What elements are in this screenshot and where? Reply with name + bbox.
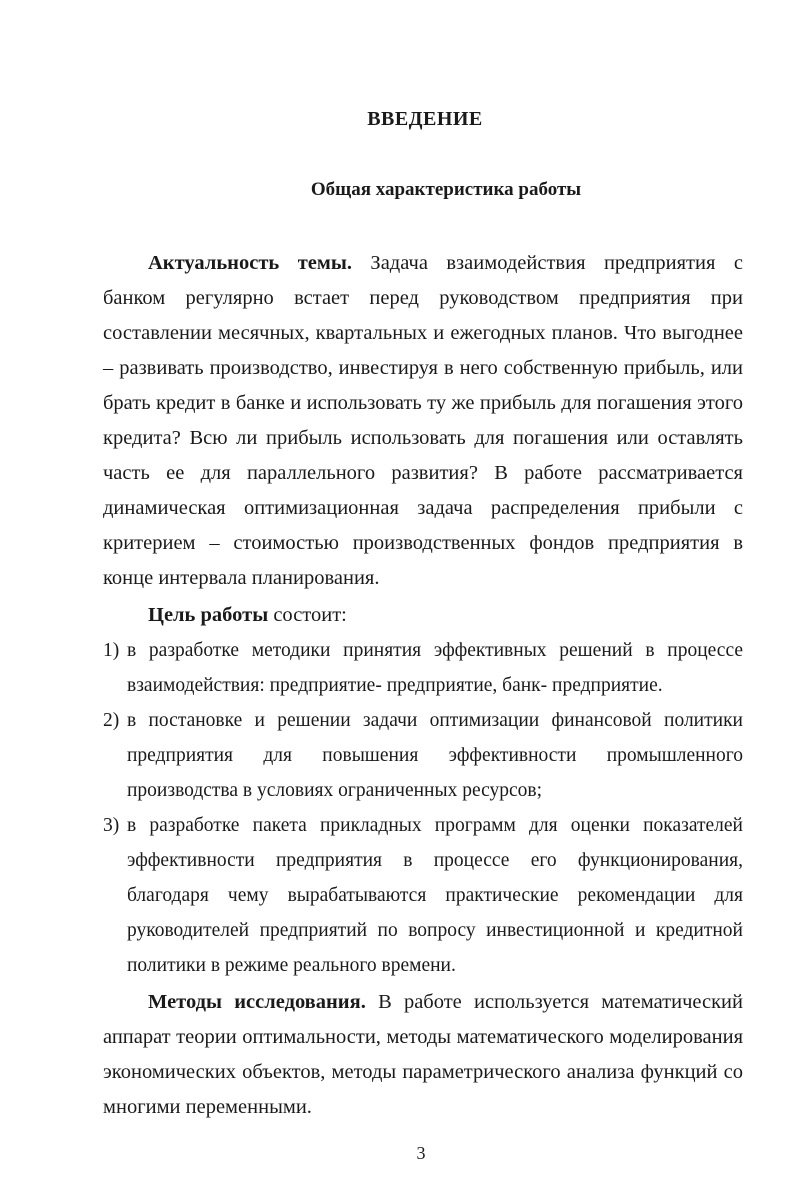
- list-item: [103, 808, 743, 983]
- list-item-text: в разработке пакета прикладных программ для оценки показателей эффективности предприятия в процессе его функционирования, благодаря чему вырабатываются практические рекомендации для руководителей предприятий по вопросу инвестиционной и кредитной политики в режиме реального времени.: [127, 815, 743, 976]
- list-item: [103, 703, 743, 808]
- relevance-paragraph: [103, 246, 743, 596]
- goal-label: Цель работы: [148, 604, 269, 626]
- relevance-label: Актуальность темы.: [148, 252, 352, 274]
- list-item-text: в постановке и решении задачи оптимизации финансовой политики предприятия для повышения эффективности промышленного производства в условиях ограниченных ресурсов;: [127, 710, 743, 801]
- methods-paragraph: [103, 985, 743, 1125]
- page-number: 3: [416, 1143, 426, 1163]
- methods-label: Методы исследования.: [148, 991, 366, 1013]
- section-subtitle: Общая характеристика работы: [310, 179, 582, 200]
- goal-text: состоит:: [268, 604, 347, 626]
- list-item: [103, 633, 743, 703]
- relevance-text: Задача взаимодействия предприятия с банком регулярно встает перед руководством предприятия при составлении месячных, квартальных и ежегодных планов. Что выгоднее – развивать производство, инвестируя в него собственную прибыль, или брать кредит в банке и использовать ту же прибыль для погашения этого кредита? Всю ли прибыль использовать для погашения или оставлять часть ее для параллельного развития? В работе рассматривается динамическая оптимизационная задача распределения прибыли с критерием – стоимостью производственных фондов предприятия в конце интервала планирования.: [103, 252, 743, 589]
- list-item-number: 1): [103, 640, 120, 661]
- methods-text: В работе используется математический аппарат теории оптимальности, методы математического моделирования экономических объектов, методы параметрического анализа функций со многими переменными.: [103, 991, 743, 1118]
- section-title: ВВЕДЕНИЕ: [367, 108, 483, 130]
- list-item-text: в разработке методики принятия эффективных решений в процессе взаимодействия: предприятие- предприятие, банк- предприятие.: [127, 640, 743, 696]
- goal-list: [103, 633, 743, 983]
- goal-intro: [148, 598, 347, 633]
- list-item-number: 3): [103, 815, 120, 836]
- list-item-number: 2): [103, 710, 120, 731]
